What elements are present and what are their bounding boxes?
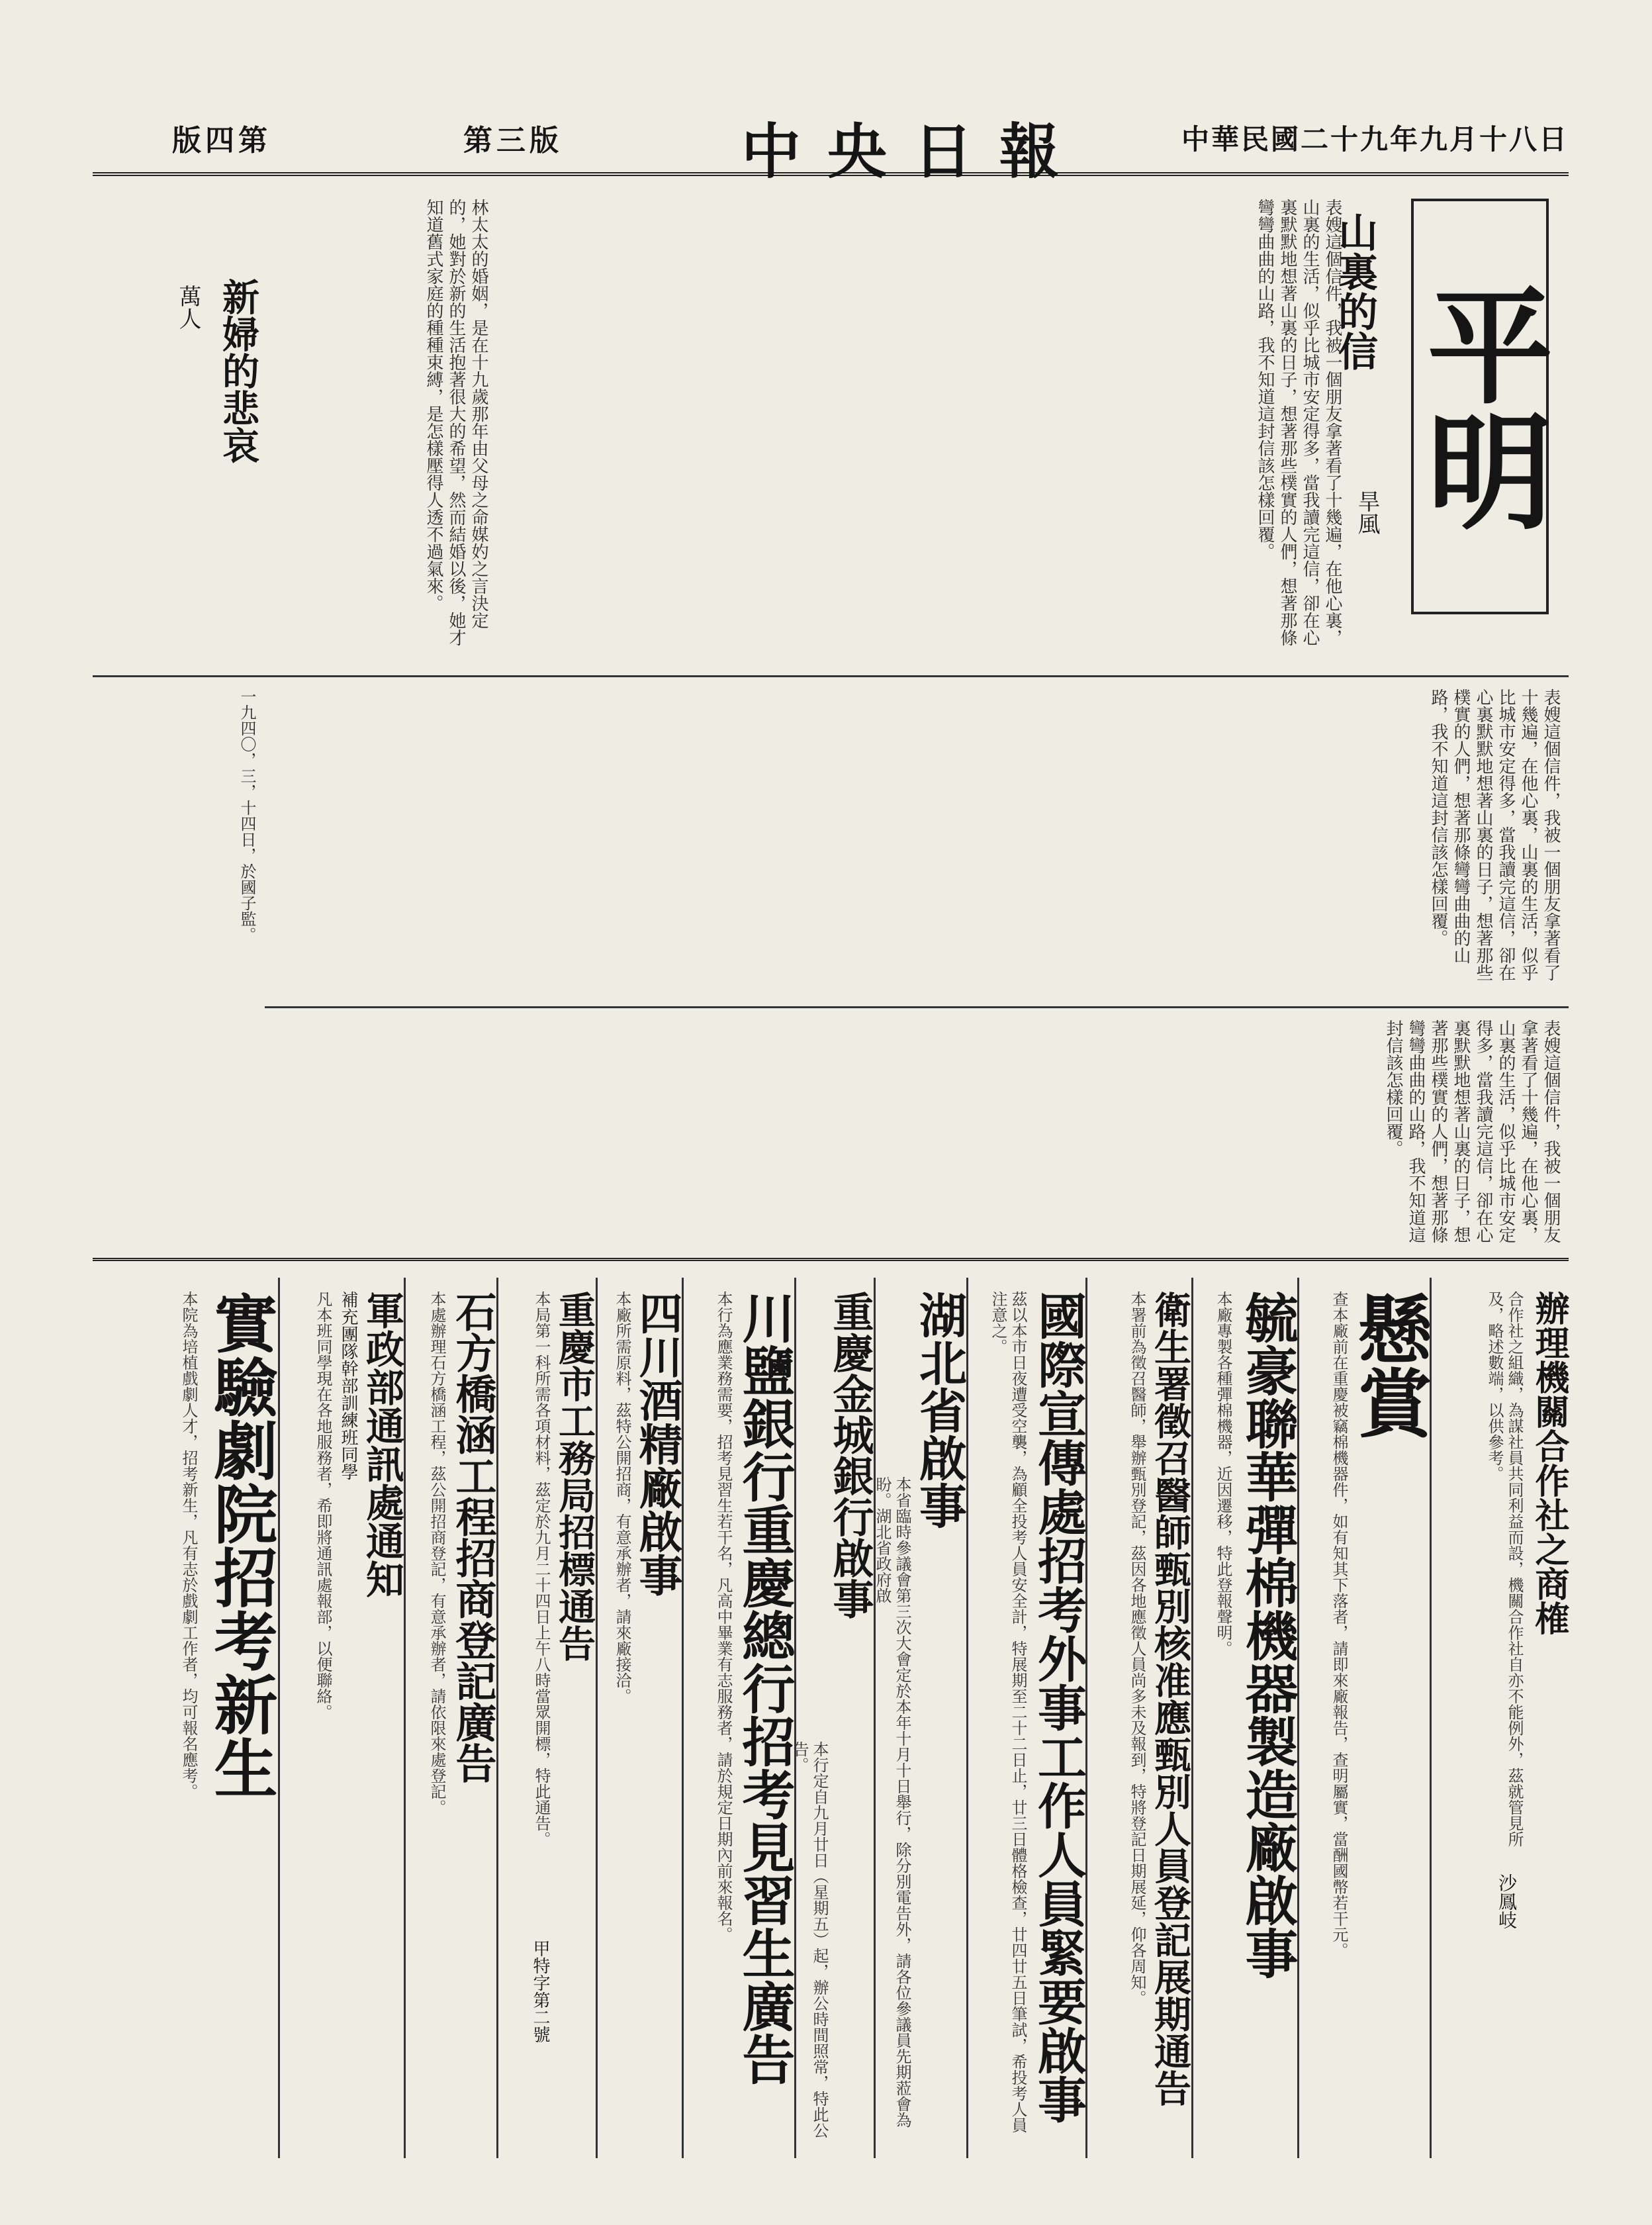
ad-body: 查本廠前在重慶被竊棉機器件，如有知其下落者，請即來廠報告，查明屬實，當酬國幣若干元。 — [1330, 1291, 1348, 1958]
ad-title: 川鹽銀行重慶總行招考見習生廣告 — [733, 1291, 796, 2085]
essay-text: 林太太的婚姻，是在十九歲那年由父母之命媒妁之言決定的，她對於新的生活抱著很大的希望，然而結婚以後，她才知道舊式家庭的種種束縛，是怎樣壓得人透不過氣來。 — [424, 199, 488, 646]
ad-body: 本廠所需原料，茲特公開招商，有意承辦者，請來廠接洽。 — [613, 1291, 631, 1704]
ad-chuanyan-bank — [682, 1278, 796, 2158]
ad-body: 合作社之組織，為謀社員共同利益而設，機關合作社自亦不能例外，茲就管見所及，略述數端，以供參考。 — [1485, 1291, 1524, 1847]
ad-body: 本署前為徵召醫師，舉辦甄別登記，茲因各地應徵人員尚多未及報到，特將登記日期展延，仰各周知。 — [1128, 1291, 1146, 2006]
ad-title: 毓豪聯華彈棉機器製造廠啟事 — [1236, 1291, 1299, 1979]
ad-title: 重慶金城銀行啟事 — [826, 1291, 874, 1619]
ad-alcohol-factory — [596, 1278, 684, 2158]
ad-bridge-works — [404, 1278, 498, 2158]
ad-reward — [1297, 1278, 1432, 2158]
ad-subtitle: 補充團隊幹部訓練班同學 — [338, 1291, 358, 1480]
ad-cotton-machinery — [1191, 1278, 1299, 2158]
ad-body: 凡本班同學現在各地服務者，希即將通訊處報部，以便聯絡。 — [314, 1291, 332, 1720]
ad-title: 衛生署徵召醫師甄別核准應甄別人員登記展期通告 — [1148, 1291, 1192, 2107]
masthead — [93, 99, 1569, 187]
ad-body: 本行定自九月廿日（星期五）起，辦公時間照常，特此公告。 — [790, 1741, 829, 2138]
essay-title: 新婦的悲哀 — [216, 278, 260, 463]
ad-body: 本院為培植戲劇人才，招考新生，凡有志於戲劇工作者，均可報名應考。 — [179, 1291, 198, 1799]
literary-supplement — [93, 185, 1569, 1261]
ad-body: 本局第一科所需各項材料，茲定於九月二十四日上午八時當眾開標，特此通告。 — [532, 1291, 551, 1847]
ad-public-works — [496, 1278, 598, 2158]
ad-title: 實驗劇院招考新生 — [204, 1291, 279, 1799]
edition-label: 版四第 — [172, 124, 271, 158]
column-title: 平明 — [1411, 199, 1549, 614]
ad-title: 懸賞 — [1346, 1291, 1432, 1439]
ad-subtitle: 甲特字第二號 — [530, 1940, 550, 2043]
page-number: 第三版 — [463, 124, 563, 158]
ad-title: 辦理機關合作社之商榷 — [1529, 1291, 1569, 1635]
ad-title: 軍政部通訊處通知 — [359, 1291, 404, 1598]
story-text: 表嫂這個信件，我被一個朋友拿著看了十幾遍，在他心裏，山裏的生活，似乎比城市安定得多，當我讀完這信，卻在心裏默默地想著山裏的日子，想著那些樸實的人們，想著那條彎彎曲曲的山路，我不知道這封信該怎樣回覆。 — [1255, 199, 1342, 646]
ad-title: 四川酒精廠啟事 — [631, 1291, 683, 1597]
ad-jincheng-bank — [790, 1278, 876, 2158]
ad-title: 重慶市工務局招標通告 — [553, 1291, 596, 1662]
ad-body: 茲以本市日夜遭受空襲，為顧全投考人員安全計，特展期至二十二日止，廿三日體格檢查，廿四廿五日筆試，希投考人員注意之。 — [989, 1291, 1027, 2133]
newspaper-name: 中央日報 — [741, 117, 1085, 187]
newspaper-page — [93, 99, 1569, 2158]
issue-date: 中華民國二十九年九月十八日 — [1181, 123, 1569, 156]
ad-title: 石方橋涵工程招商登記廣告 — [449, 1291, 497, 1783]
story-author: 旱風 — [1354, 490, 1380, 535]
ad-author: 沙鳳岐 — [1496, 1873, 1518, 1929]
ad-body: 本省臨時參議會第三次大會定於本年十月十日舉行，除分別電告外，請各位參議員先期蒞會為盼。湖北省政府啟 — [873, 1476, 911, 2128]
ad-body: 本處辦理石方橋涵工程，茲公開招商登記，有意承辦者，請依限來處登記。 — [428, 1291, 446, 1815]
essay-footer: 一九四〇，三，十四日，於國子監。 — [238, 688, 256, 943]
ad-title: 國際宣傳處招考外事工作人員緊要啟事 — [1030, 1291, 1087, 2124]
story-text-continued: 表嫂這個信件，我被一個朋友拿著看了十幾遍，在他心裏，山裏的生活，似乎比城市安定得多，當我讀完這信，卻在心裏默默地想著山裏的日子，想著那些樸實的人們，想著那條彎彎曲曲的山路，我不知道這封信該怎樣回覆。 — [1428, 688, 1561, 981]
ad-body: 本廠專製各種彈棉機器，近因遷移，特此登報聲明。 — [1214, 1291, 1232, 1656]
story-text-continued-2: 表嫂這個信件，我被一個朋友拿著看了十幾遍，在他心裏，山裏的生活，似乎比城市安定得多，當我讀完這信，卻在心裏默默地想著山裏的日子，想著那些樸實的人們，想著那條彎彎曲曲的山路，我不知道這封信該怎樣回覆。 — [1383, 1019, 1561, 1243]
advertisements — [93, 1278, 1569, 2158]
story-title: 山裏的信 — [1332, 212, 1378, 371]
ad-military-notice — [278, 1278, 406, 2158]
ad-hubei — [874, 1278, 968, 2158]
ad-health-bureau — [1085, 1278, 1193, 2158]
ad-cooperative — [1430, 1278, 1571, 2158]
ad-title: 湖北省啟事 — [911, 1291, 968, 1529]
divider — [93, 675, 1569, 677]
ad-body: 本行為應業務需要，招考見習生若干名，凡高中畢業有志服務者，請於規定日期內前來報名。 — [714, 1291, 733, 1942]
divider — [265, 1006, 1569, 1008]
essay-author: 萬人 — [175, 285, 201, 330]
ad-theatre — [93, 1278, 278, 2158]
ad-propaganda-office — [966, 1278, 1087, 2158]
